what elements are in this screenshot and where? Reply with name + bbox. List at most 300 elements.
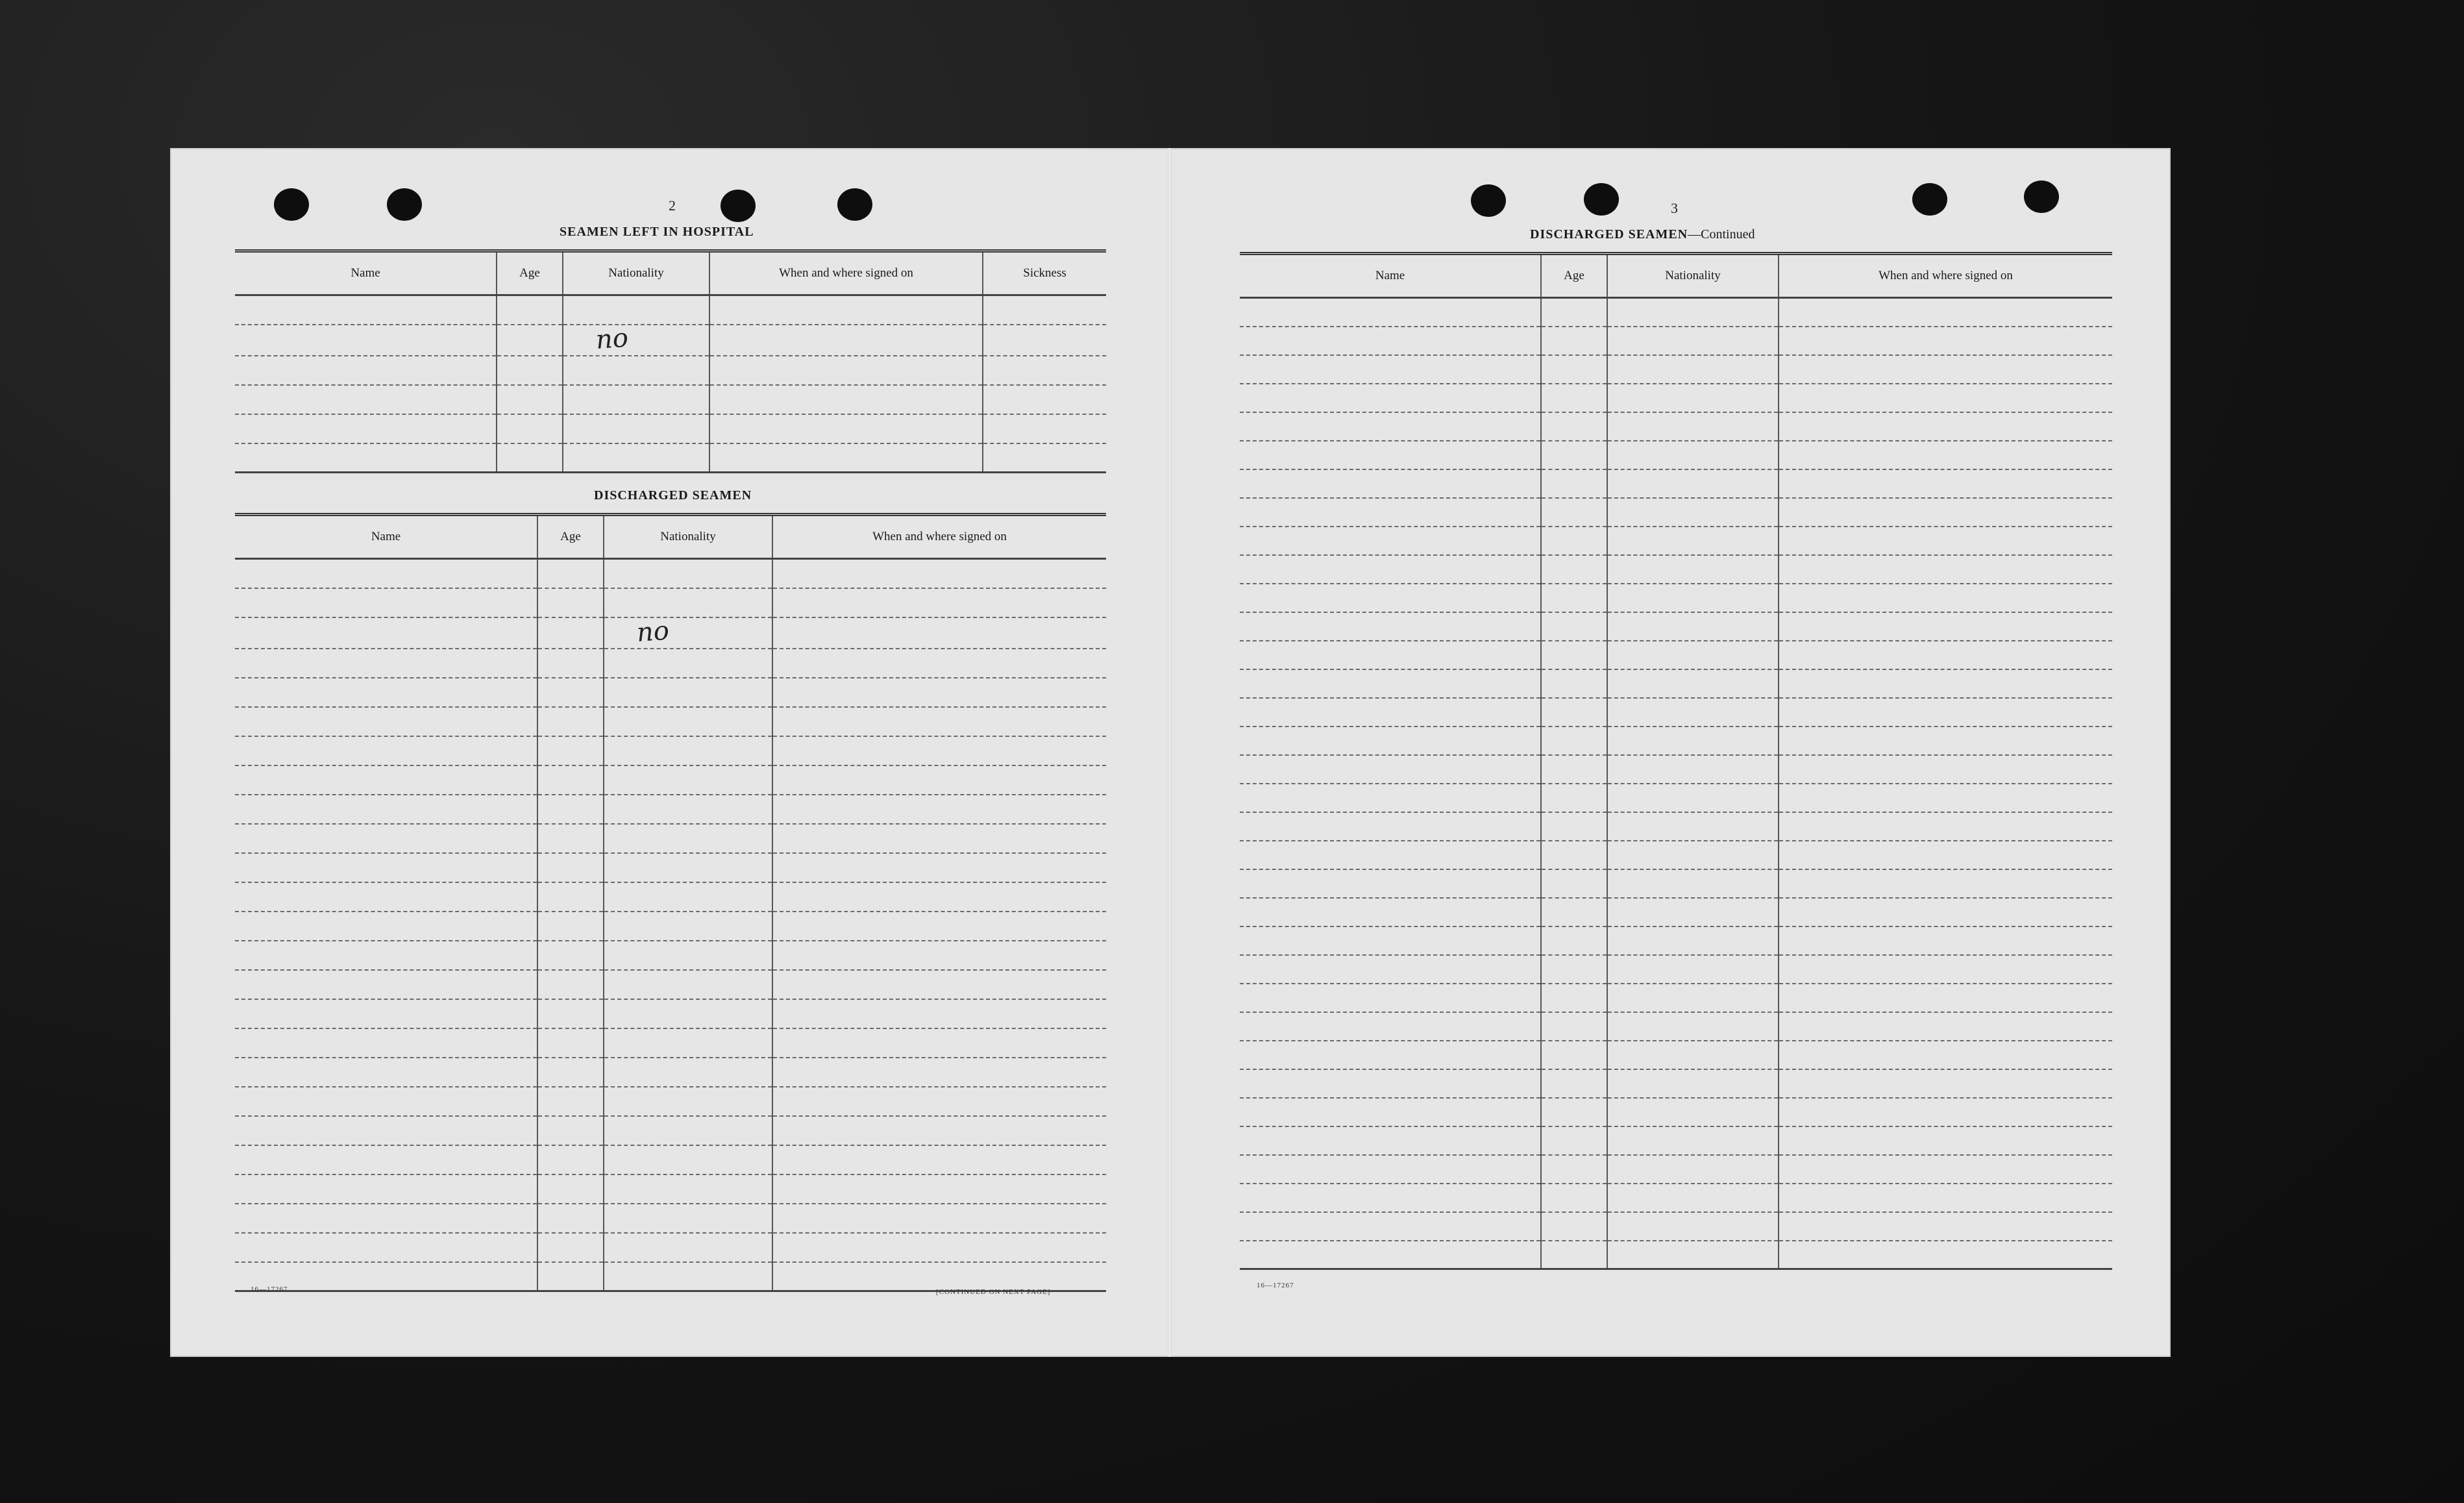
nationality-cell: [1607, 612, 1779, 641]
signed-on-cell: [772, 824, 1106, 853]
name-cell: [1240, 641, 1541, 669]
name-cell: [1240, 755, 1541, 784]
age-cell: [497, 414, 563, 443]
nationality-cell: [1607, 384, 1779, 412]
age-cell: [537, 617, 604, 649]
continued-note: [CONTINUED ON NEXT PAGE]: [936, 1288, 1051, 1296]
table-row: [235, 1028, 1106, 1058]
name-cell: [1240, 869, 1541, 898]
hospital-section-title: SEAMEN LEFT IN HOSPITAL: [560, 225, 754, 239]
signed-on-cell: [1779, 527, 2112, 555]
name-cell: [235, 1028, 537, 1058]
page-number-right: 3: [1671, 200, 1678, 216]
name-cell: [1240, 1212, 1541, 1241]
signed-on-cell: [709, 414, 983, 443]
column-header-name: Name: [235, 251, 497, 295]
name-cell: [235, 707, 537, 736]
nationality-cell: [604, 678, 772, 707]
age-cell: [1541, 1012, 1607, 1041]
nationality-cell: [1607, 1241, 1779, 1269]
table-row: [1240, 869, 2112, 898]
nationality-cell: [1607, 441, 1779, 469]
age-cell: [497, 443, 563, 473]
table-row: [1240, 984, 2112, 1012]
nationality-cell: [563, 385, 709, 414]
name-cell: [235, 414, 497, 443]
name-cell: [1240, 1126, 1541, 1155]
name-cell: [1240, 841, 1541, 869]
name-cell: [235, 1145, 537, 1174]
age-cell: [1541, 898, 1607, 926]
punch-hole: [837, 188, 872, 221]
nationality-cell: [1607, 1012, 1779, 1041]
discharged-table: [235, 513, 1106, 1292]
nationality-cell: [1607, 812, 1779, 841]
signed-on-cell: [772, 853, 1106, 882]
age-cell: [537, 1233, 604, 1262]
table-row: [235, 1233, 1106, 1262]
signed-on-cell: [1779, 1126, 2112, 1155]
signed-on-cell: [1779, 612, 2112, 641]
age-cell: [537, 824, 604, 853]
signed-on-cell: [1779, 926, 2112, 955]
signed-on-cell: [772, 1262, 1106, 1291]
nationality-cell: [1607, 584, 1779, 612]
punch-hole: [1471, 184, 1506, 217]
age-cell: [537, 736, 604, 765]
age-cell: [537, 1087, 604, 1116]
age-cell: [537, 795, 604, 824]
signed-on-cell: [772, 970, 1106, 999]
nationality-cell: [1607, 898, 1779, 926]
age-cell: [537, 678, 604, 707]
nationality-cell: [563, 443, 709, 473]
nationality-cell: [604, 1204, 772, 1233]
age-cell: [537, 1174, 604, 1204]
age-cell: [1541, 955, 1607, 984]
table-row: [235, 707, 1106, 736]
table-row: [1240, 955, 2112, 984]
column-header-age: Age: [1541, 254, 1607, 298]
punch-hole: [1912, 183, 1947, 216]
table-row: [1240, 1012, 2112, 1041]
table-row: [1240, 1241, 2112, 1269]
nationality-cell: [604, 882, 772, 912]
table-row: [235, 325, 1106, 356]
name-cell: [1240, 1241, 1541, 1269]
age-cell: [1541, 555, 1607, 584]
age-cell: [537, 941, 604, 970]
nationality-cell: [604, 1262, 772, 1291]
table-row: [235, 1174, 1106, 1204]
signed-on-cell: [1779, 469, 2112, 498]
nationality-cell: [1607, 298, 1779, 327]
age-cell: [537, 649, 604, 678]
nationality-cell: [1607, 926, 1779, 955]
signed-on-cell: [1779, 441, 2112, 469]
nationality-cell: [1607, 869, 1779, 898]
nationality-cell: [563, 325, 709, 356]
table-row: [235, 356, 1106, 385]
nationality-cell: [563, 295, 709, 325]
name-cell: [1240, 1069, 1541, 1098]
age-cell: [537, 1204, 604, 1233]
signed-on-cell: [772, 588, 1106, 617]
signed-on-cell: [1779, 841, 2112, 869]
sickness-cell: [983, 414, 1106, 443]
name-cell: [1240, 355, 1541, 384]
punch-hole: [1584, 183, 1619, 216]
signed-on-cell: [772, 941, 1106, 970]
nationality-cell: [604, 1116, 772, 1145]
column-header-nationality: Nationality: [604, 515, 772, 559]
table-row: [1240, 755, 2112, 784]
name-cell: [235, 1116, 537, 1145]
nationality-cell: [604, 941, 772, 970]
table-row: [1240, 498, 2112, 527]
nationality-cell: [604, 999, 772, 1028]
age-cell: [1541, 869, 1607, 898]
table-row: [235, 765, 1106, 795]
signed-on-cell: [772, 912, 1106, 941]
age-cell: [1541, 612, 1607, 641]
column-header-nationality: Nationality: [563, 251, 709, 295]
table-row: [1240, 698, 2112, 727]
name-cell: [235, 588, 537, 617]
signed-on-cell: [1779, 1155, 2112, 1184]
table-row: [1240, 1126, 2112, 1155]
table-row: [235, 1116, 1106, 1145]
signed-on-cell: [1779, 984, 2112, 1012]
age-cell: [1541, 926, 1607, 955]
nationality-cell: [1607, 669, 1779, 698]
age-cell: [537, 970, 604, 999]
signed-on-cell: [1779, 898, 2112, 926]
name-cell: [1240, 441, 1541, 469]
table-row: [235, 1262, 1106, 1291]
nationality-cell: [1607, 555, 1779, 584]
age-cell: [1541, 1069, 1607, 1098]
nationality-cell: [604, 824, 772, 853]
table-row: [235, 882, 1106, 912]
name-cell: [235, 1233, 537, 1262]
form-code-left: 16—17267: [251, 1286, 288, 1293]
age-cell: [1541, 527, 1607, 555]
name-cell: [235, 1174, 537, 1204]
table-row: [1240, 527, 2112, 555]
name-cell: [235, 970, 537, 999]
nationality-cell: [1607, 527, 1779, 555]
table-row: [1240, 298, 2112, 327]
signed-on-cell: [1779, 727, 2112, 755]
name-cell: [235, 1058, 537, 1087]
signed-on-cell: [1779, 1184, 2112, 1212]
nationality-cell: [1607, 412, 1779, 441]
age-cell: [1541, 355, 1607, 384]
name-cell: [1240, 926, 1541, 955]
name-cell: [1240, 727, 1541, 755]
nationality-cell: [1607, 1069, 1779, 1098]
signed-on-cell: [772, 999, 1106, 1028]
column-header-age: Age: [537, 515, 604, 559]
signed-on-cell: [1779, 784, 2112, 812]
age-cell: [1541, 327, 1607, 355]
name-cell: [235, 882, 537, 912]
column-header-nationality: Nationality: [1607, 254, 1779, 298]
age-cell: [1541, 1184, 1607, 1212]
name-cell: [1240, 1184, 1541, 1212]
sickness-cell: [983, 443, 1106, 473]
signed-on-cell: [772, 1233, 1106, 1262]
hospital-table: [235, 249, 1106, 473]
discharged-title-text: DISCHARGED SEAMEN: [1530, 227, 1688, 242]
age-cell: [1541, 384, 1607, 412]
nationality-cell: [604, 1028, 772, 1058]
table-row: [235, 824, 1106, 853]
signed-on-cell: [1779, 812, 2112, 841]
name-cell: [1240, 527, 1541, 555]
nationality-cell: [604, 1233, 772, 1262]
table-row: [235, 559, 1106, 588]
age-cell: [1541, 984, 1607, 1012]
table-row: [235, 617, 1106, 649]
signed-on-cell: [709, 356, 983, 385]
sickness-cell: [983, 385, 1106, 414]
signed-on-cell: [772, 1087, 1106, 1116]
age-cell: [537, 853, 604, 882]
column-header-name: Name: [235, 515, 537, 559]
age-cell: [1541, 441, 1607, 469]
age-cell: [1541, 641, 1607, 669]
punch-hole: [2024, 180, 2059, 213]
nationality-cell: [1607, 1184, 1779, 1212]
table-row: [1240, 1184, 2112, 1212]
age-cell: [1541, 1212, 1607, 1241]
name-cell: [1240, 612, 1541, 641]
table-row: [235, 1204, 1106, 1233]
age-cell: [497, 385, 563, 414]
table-row: [235, 649, 1106, 678]
discharged-section-title: DISCHARGED SEAMEN: [594, 488, 752, 503]
age-cell: [537, 559, 604, 588]
age-cell: [1541, 698, 1607, 727]
sickness-cell: [983, 356, 1106, 385]
age-cell: [537, 999, 604, 1028]
name-cell: [235, 912, 537, 941]
nationality-cell: [604, 736, 772, 765]
name-cell: [235, 678, 537, 707]
nationality-cell: [1607, 1098, 1779, 1126]
table-row: [1240, 555, 2112, 584]
signed-on-cell: [1779, 384, 2112, 412]
age-cell: [1541, 1041, 1607, 1069]
table-row: [235, 443, 1106, 473]
signed-on-cell: [772, 707, 1106, 736]
signed-on-cell: [772, 559, 1106, 588]
name-cell: [1240, 984, 1541, 1012]
column-header-signed-on: When and where signed on: [772, 515, 1106, 559]
nationality-cell: [604, 559, 772, 588]
age-cell: [537, 1116, 604, 1145]
table-row: [235, 414, 1106, 443]
name-cell: [235, 559, 537, 588]
column-header-sickness: Sickness: [983, 251, 1106, 295]
age-cell: [1541, 1098, 1607, 1126]
name-cell: [235, 999, 537, 1028]
age-cell: [1541, 727, 1607, 755]
signed-on-cell: [709, 385, 983, 414]
age-cell: [497, 325, 563, 356]
nationality-cell: [1607, 984, 1779, 1012]
signed-on-cell: [772, 678, 1106, 707]
name-cell: [1240, 669, 1541, 698]
name-cell: [1240, 784, 1541, 812]
nationality-cell: [604, 970, 772, 999]
name-cell: [1240, 469, 1541, 498]
age-cell: [1541, 1126, 1607, 1155]
column-header-name: Name: [1240, 254, 1541, 298]
form-code-right: 16—17267: [1257, 1282, 1294, 1289]
signed-on-cell: [772, 1204, 1106, 1233]
age-cell: [497, 295, 563, 325]
nationality-cell: [1607, 698, 1779, 727]
discharged-table-continued: [1240, 252, 2112, 1270]
name-cell: [235, 325, 497, 356]
signed-on-cell: [1779, 1041, 2112, 1069]
table-row: [235, 970, 1106, 999]
signed-on-cell: [772, 617, 1106, 649]
nationality-cell: [604, 795, 772, 824]
name-cell: [235, 853, 537, 882]
table-row: [235, 1058, 1106, 1087]
signed-on-cell: [1779, 412, 2112, 441]
age-cell: [1541, 412, 1607, 441]
signed-on-cell: [1779, 641, 2112, 669]
nationality-cell: [1607, 1155, 1779, 1184]
nationality-cell: [604, 707, 772, 736]
signed-on-cell: [1779, 498, 2112, 527]
name-cell: [1240, 955, 1541, 984]
name-cell: [235, 295, 497, 325]
page-number-left: 2: [669, 197, 676, 214]
age-cell: [537, 1028, 604, 1058]
nationality-cell: [604, 853, 772, 882]
sickness-cell: [983, 325, 1106, 356]
nationality-cell: [1607, 727, 1779, 755]
name-cell: [1240, 384, 1541, 412]
table-row: [1240, 1098, 2112, 1126]
age-cell: [1541, 669, 1607, 698]
age-cell: [1541, 1241, 1607, 1269]
table-row: [1240, 926, 2112, 955]
name-cell: [1240, 698, 1541, 727]
signed-on-cell: [1779, 955, 2112, 984]
name-cell: [235, 443, 497, 473]
signed-on-cell: [1779, 755, 2112, 784]
age-cell: [537, 588, 604, 617]
column-header-age: Age: [497, 251, 563, 295]
signed-on-cell: [772, 1058, 1106, 1087]
table-row: [1240, 898, 2112, 926]
table-row: [1240, 412, 2112, 441]
nationality-cell: [1607, 469, 1779, 498]
signed-on-cell: [709, 325, 983, 356]
name-cell: [1240, 555, 1541, 584]
signed-on-cell: [1779, 1241, 2112, 1269]
name-cell: [1240, 1012, 1541, 1041]
table-row: [1240, 669, 2112, 698]
nationality-cell: [1607, 641, 1779, 669]
table-row: [1240, 584, 2112, 612]
signed-on-cell: [1779, 355, 2112, 384]
center-fold: [1168, 148, 1172, 1357]
discharged-continued-title: [1530, 227, 1755, 242]
table-row: [235, 795, 1106, 824]
name-cell: [1240, 584, 1541, 612]
nationality-cell: [563, 356, 709, 385]
signed-on-cell: [1779, 555, 2112, 584]
table-row: [1240, 1069, 2112, 1098]
age-cell: [537, 707, 604, 736]
age-cell: [1541, 841, 1607, 869]
signed-on-cell: [1779, 327, 2112, 355]
name-cell: [1240, 412, 1541, 441]
table-row: [235, 1087, 1106, 1116]
age-cell: [1541, 469, 1607, 498]
age-cell: [537, 882, 604, 912]
table-row: [1240, 1212, 2112, 1241]
continued-suffix: —Continued: [1688, 227, 1755, 242]
nationality-cell: [1607, 955, 1779, 984]
signed-on-cell: [1779, 1212, 2112, 1241]
table-row: [235, 941, 1106, 970]
table-row: [235, 678, 1106, 707]
nationality-cell: [1607, 327, 1779, 355]
name-cell: [235, 795, 537, 824]
name-cell: [235, 941, 537, 970]
name-cell: [235, 1087, 537, 1116]
table-row: [235, 1145, 1106, 1174]
signed-on-cell: [1779, 869, 2112, 898]
signed-on-cell: [772, 649, 1106, 678]
name-cell: [235, 356, 497, 385]
punch-hole: [274, 188, 309, 221]
age-cell: [1541, 812, 1607, 841]
signed-on-cell: [772, 736, 1106, 765]
nationality-cell: [604, 617, 772, 649]
name-cell: [235, 824, 537, 853]
table-row: [1240, 841, 2112, 869]
table-row: [1240, 1041, 2112, 1069]
signed-on-cell: [772, 795, 1106, 824]
table-row: [235, 912, 1106, 941]
name-cell: [1240, 327, 1541, 355]
table-row: [235, 588, 1106, 617]
handwritten-entry: no: [595, 323, 630, 355]
table-row: [1240, 441, 2112, 469]
signed-on-cell: [772, 765, 1106, 795]
signed-on-cell: [772, 882, 1106, 912]
signed-on-cell: [1779, 1069, 2112, 1098]
table-row: [1240, 327, 2112, 355]
signed-on-cell: [709, 443, 983, 473]
age-cell: [497, 356, 563, 385]
name-cell: [1240, 812, 1541, 841]
table-row: [235, 853, 1106, 882]
nationality-cell: [1607, 755, 1779, 784]
nationality-cell: [604, 1058, 772, 1087]
table-row: [1240, 612, 2112, 641]
